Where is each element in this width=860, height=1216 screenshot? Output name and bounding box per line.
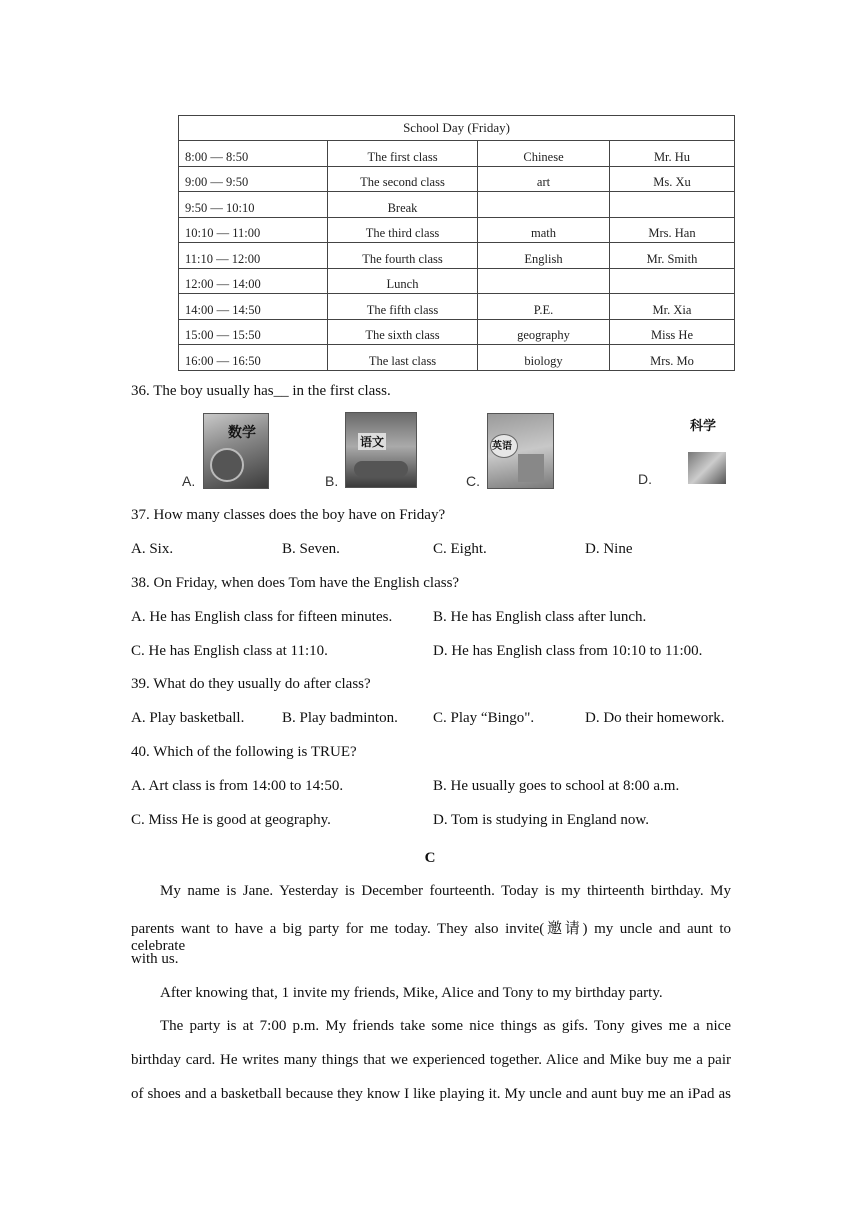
option-d[interactable]: D. Tom is studying in England now. (433, 812, 650, 828)
question-37: 37. How many classes does the boy have on Friday? (131, 507, 446, 523)
time-cell: 10:10 — 11:00 (179, 217, 328, 243)
option-d[interactable]: D. Do their homework. (585, 710, 725, 726)
option-a-label[interactable]: A. (182, 473, 196, 489)
class-cell: The last class (328, 345, 478, 371)
option-c[interactable]: C. Eight. (433, 541, 487, 557)
table-row (179, 268, 735, 294)
time-cell: 8:00 — 8:50 (179, 141, 328, 167)
passage-line: parents want to have a big party for me today. They also invite(邀请) my uncle and aunt to celebrate (131, 921, 731, 954)
option-a[interactable]: A. Six. (131, 541, 174, 557)
option-c[interactable]: C. Miss He is good at geography. (131, 812, 331, 828)
passage-line: with us. (131, 951, 179, 967)
class-schedule-table (178, 115, 735, 371)
class-cell: The third class (328, 217, 478, 243)
subject-cell: art (478, 166, 610, 192)
class-cell: Break (328, 192, 478, 218)
time-cell: 9:00 — 9:50 (179, 166, 328, 192)
table-row (179, 345, 735, 371)
table-row (179, 243, 735, 269)
passage-line: of shoes and a basketball because they know I like playing it. My uncle and aunt buy me an iPad as (131, 1086, 731, 1102)
subject-cell: biology (478, 345, 610, 371)
subject-cell: math (478, 217, 610, 243)
option-c[interactable]: C. He has English class at 11:10. (131, 643, 328, 659)
schedule-title: School Day (Friday) (179, 116, 735, 141)
class-cell: The sixth class (328, 319, 478, 345)
passage-line: My name is Jane. Yesterday is December fourteenth. Today is my thirteenth birthday. My (160, 883, 731, 899)
table-row (179, 319, 735, 345)
english-book-image[interactable] (487, 413, 554, 489)
class-cell: Lunch (328, 268, 478, 294)
option-c-label[interactable]: C. (466, 473, 480, 489)
illustration (354, 461, 408, 477)
option-d[interactable]: D. Nine (585, 541, 633, 557)
children-picture (518, 454, 544, 482)
time-cell: 12:00 — 14:00 (179, 268, 328, 294)
subject-cell: geography (478, 319, 610, 345)
option-b[interactable]: B. He has English class after lunch. (433, 609, 647, 625)
option-b[interactable]: B. Play badminton. (282, 710, 398, 726)
table-row (179, 192, 735, 218)
class-cell: The fifth class (328, 294, 478, 320)
teacher-cell (610, 268, 735, 294)
class-cell: The second class (328, 166, 478, 192)
teacher-cell: Mr. Hu (610, 141, 735, 167)
table-row (179, 294, 735, 320)
time-cell: 14:00 — 14:50 (179, 294, 328, 320)
question-40: 40. Which of the following is TRUE? (131, 744, 357, 760)
question-39: 39. What do they usually do after class? (131, 676, 371, 692)
teacher-cell: Mr. Xia (610, 294, 735, 320)
book-options (160, 410, 740, 492)
teacher-cell: Miss He (610, 319, 735, 345)
teacher-cell: Ms. Xu (610, 166, 735, 192)
time-cell: 11:10 — 12:00 (179, 243, 328, 269)
chinese-book-image[interactable] (345, 412, 417, 488)
teacher-cell: Mrs. Mo (610, 345, 735, 371)
question-38: 38. On Friday, when does Tom have the English class? (131, 575, 460, 591)
option-b[interactable]: B. He usually goes to school at 8:00 a.m. (433, 778, 680, 794)
section-heading: C (424, 850, 436, 866)
question-36: 36. The boy usually has__ in the first class. (131, 383, 391, 399)
teacher-cell (610, 192, 735, 218)
passage-line: The party is at 7:00 p.m. My friends take some nice things as gifs. Tony gives me a nice (160, 1018, 731, 1034)
book-title: 语文 (360, 435, 385, 449)
book-title: 数学 (228, 425, 256, 441)
option-a[interactable]: A. Play basketball. (131, 710, 245, 726)
table-row (179, 217, 735, 243)
class-cell: The fourth class (328, 243, 478, 269)
subject-cell (478, 268, 610, 294)
science-book-image[interactable] (688, 412, 726, 484)
passage-line: After knowing that, 1 invite my friends, Mike, Alice and Tony to my birthday party. (160, 985, 663, 1001)
option-b-label[interactable]: B. (325, 473, 339, 489)
option-a[interactable]: A. Art class is from 14:00 to 14:50. (131, 778, 344, 794)
book-title: 英语 (492, 441, 512, 452)
option-d-label[interactable]: D. (638, 471, 652, 487)
option-c[interactable]: C. Play “Bingo". (433, 710, 535, 726)
teacher-cell: Mr. Smith (610, 243, 735, 269)
subject-cell: P.E. (478, 294, 610, 320)
cover-photo (688, 452, 726, 484)
teacher-cell: Mrs. Han (610, 217, 735, 243)
subject-cell: English (478, 243, 610, 269)
time-cell: 9:50 — 10:10 (179, 192, 328, 218)
option-a[interactable]: A. He has English class for fifteen minutes. (131, 609, 393, 625)
passage-line: birthday card. He writes many things that we experienced together. Alice and Mike buy me a pair (131, 1052, 731, 1068)
globe-picture (210, 448, 244, 482)
option-b[interactable]: B. Seven. (282, 541, 340, 557)
math-book-image[interactable] (203, 413, 269, 489)
time-cell: 16:00 — 16:50 (179, 345, 328, 371)
table-row (179, 166, 735, 192)
option-d[interactable]: D. He has English class from 10:10 to 11:00. (433, 643, 703, 659)
class-cell: The first class (328, 141, 478, 167)
subject-cell (478, 192, 610, 218)
time-cell: 15:00 — 15:50 (179, 319, 328, 345)
table-row (179, 141, 735, 167)
book-title: 科学 (690, 419, 717, 434)
subject-cell: Chinese (478, 141, 610, 167)
